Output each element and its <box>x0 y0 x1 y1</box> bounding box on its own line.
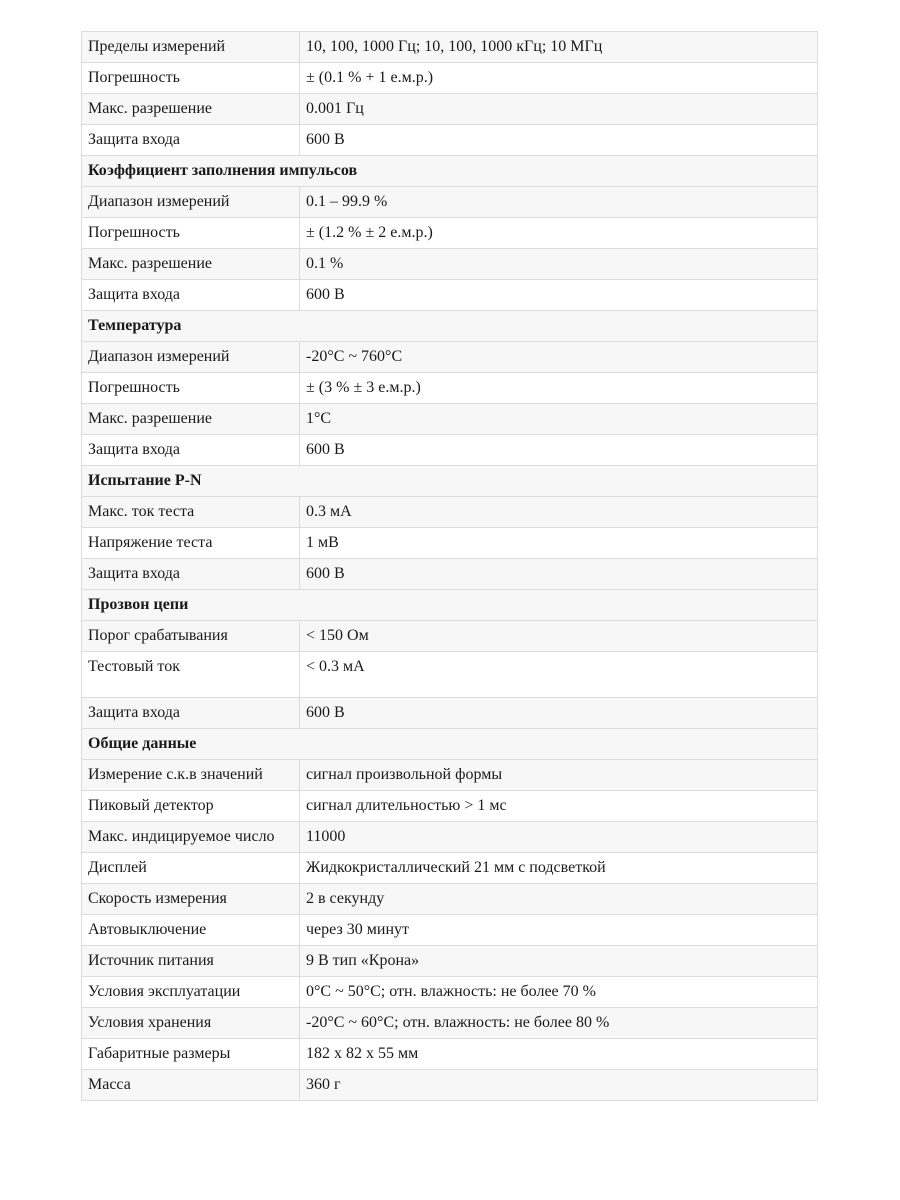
spec-value: 1°C <box>300 404 818 435</box>
spec-value: 600 В <box>300 125 818 156</box>
spec-label: Скорость измерения <box>82 884 300 915</box>
spec-label: Автовыключение <box>82 915 300 946</box>
spec-label: Защита входа <box>82 125 300 156</box>
spec-row <box>82 435 818 466</box>
spec-value: 11000 <box>300 822 818 853</box>
spec-row <box>82 760 818 791</box>
section-header-row <box>82 311 818 342</box>
spec-value: 0.1 – 99.9 % <box>300 187 818 218</box>
spec-label: Условия эксплуатации <box>82 977 300 1008</box>
spec-label: Защита входа <box>82 435 300 466</box>
spec-label: Погрешность <box>82 63 300 94</box>
spec-value: 0°C ~ 50°C; отн. влажность: не более 70 % <box>300 977 818 1008</box>
spec-label: Масса <box>82 1070 300 1101</box>
spec-row <box>82 187 818 218</box>
spec-row <box>82 698 818 729</box>
spec-row <box>82 652 818 698</box>
spec-value: ± (0.1 % + 1 е.м.р.) <box>300 63 818 94</box>
spec-row <box>82 884 818 915</box>
spec-label: Пределы измерений <box>82 32 300 63</box>
spec-row <box>82 528 818 559</box>
spec-label: Макс. разрешение <box>82 249 300 280</box>
section-header-row <box>82 466 818 497</box>
spec-label: Порог срабатывания <box>82 621 300 652</box>
spec-value: 600 В <box>300 435 818 466</box>
section-title: Прозвон цепи <box>82 590 818 621</box>
spec-row <box>82 373 818 404</box>
spec-row <box>82 1039 818 1070</box>
spec-value: 2 в секунду <box>300 884 818 915</box>
spec-row <box>82 280 818 311</box>
spec-value: < 0.3 мА <box>300 652 818 698</box>
spec-table <box>81 31 818 1101</box>
spec-value: 600 В <box>300 698 818 729</box>
section-header-row <box>82 729 818 760</box>
spec-row <box>82 218 818 249</box>
spec-value: 0.001 Гц <box>300 94 818 125</box>
spec-row <box>82 915 818 946</box>
spec-row <box>82 621 818 652</box>
spec-value: < 150 Ом <box>300 621 818 652</box>
section-title: Температура <box>82 311 818 342</box>
spec-row <box>82 1070 818 1101</box>
section-header-row <box>82 590 818 621</box>
spec-row <box>82 977 818 1008</box>
spec-value: 9 В тип «Крона» <box>300 946 818 977</box>
spec-value: -20°C ~ 760°C <box>300 342 818 373</box>
spec-label: Защита входа <box>82 280 300 311</box>
spec-row <box>82 1008 818 1039</box>
spec-label: Тестовый ток <box>82 652 300 698</box>
spec-label: Источник питания <box>82 946 300 977</box>
spec-label: Напряжение теста <box>82 528 300 559</box>
spec-row <box>82 559 818 590</box>
spec-label: Погрешность <box>82 373 300 404</box>
spec-value: 360 г <box>300 1070 818 1101</box>
spec-value: Жидкокристаллический 21 мм с подсветкой <box>300 853 818 884</box>
spec-value: 600 В <box>300 280 818 311</box>
spec-value: 182 x 82 x 55 мм <box>300 1039 818 1070</box>
spec-table-body <box>82 32 818 1101</box>
spec-label: Погрешность <box>82 218 300 249</box>
spec-row <box>82 63 818 94</box>
spec-row <box>82 125 818 156</box>
spec-label: Защита входа <box>82 559 300 590</box>
spec-label: Макс. индицируемое число <box>82 822 300 853</box>
spec-label: Макс. разрешение <box>82 404 300 435</box>
spec-label: Диапазон измерений <box>82 342 300 373</box>
spec-row <box>82 249 818 280</box>
section-title: Коэффициент заполнения импульсов <box>82 156 818 187</box>
spec-value: через 30 минут <box>300 915 818 946</box>
section-title: Общие данные <box>82 729 818 760</box>
spec-label: Пиковый детектор <box>82 791 300 822</box>
section-title: Испытание P-N <box>82 466 818 497</box>
spec-row <box>82 822 818 853</box>
section-header-row <box>82 156 818 187</box>
spec-label: Дисплей <box>82 853 300 884</box>
spec-label: Макс. ток теста <box>82 497 300 528</box>
spec-label: Условия хранения <box>82 1008 300 1039</box>
spec-row <box>82 94 818 125</box>
spec-value: -20°C ~ 60°C; отн. влажность: не более 80 % <box>300 1008 818 1039</box>
spec-label: Габаритные размеры <box>82 1039 300 1070</box>
spec-label: Защита входа <box>82 698 300 729</box>
spec-value: 600 В <box>300 559 818 590</box>
spec-row <box>82 791 818 822</box>
spec-row <box>82 946 818 977</box>
spec-row <box>82 497 818 528</box>
spec-row <box>82 853 818 884</box>
spec-value: сигнал произвольной формы <box>300 760 818 791</box>
spec-row <box>82 404 818 435</box>
spec-label: Диапазон измерений <box>82 187 300 218</box>
spec-value: 0.1 % <box>300 249 818 280</box>
spec-label: Измерение с.к.в значений <box>82 760 300 791</box>
spec-value: сигнал длительностью > 1 мс <box>300 791 818 822</box>
spec-value: 1 мВ <box>300 528 818 559</box>
spec-label: Макс. разрешение <box>82 94 300 125</box>
spec-row <box>82 342 818 373</box>
spec-value: ± (1.2 % ± 2 е.м.р.) <box>300 218 818 249</box>
spec-value: ± (3 % ± 3 е.м.р.) <box>300 373 818 404</box>
spec-row <box>82 32 818 63</box>
spec-value: 10, 100, 1000 Гц; 10, 100, 1000 кГц; 10 МГц <box>300 32 818 63</box>
spec-value: 0.3 мА <box>300 497 818 528</box>
